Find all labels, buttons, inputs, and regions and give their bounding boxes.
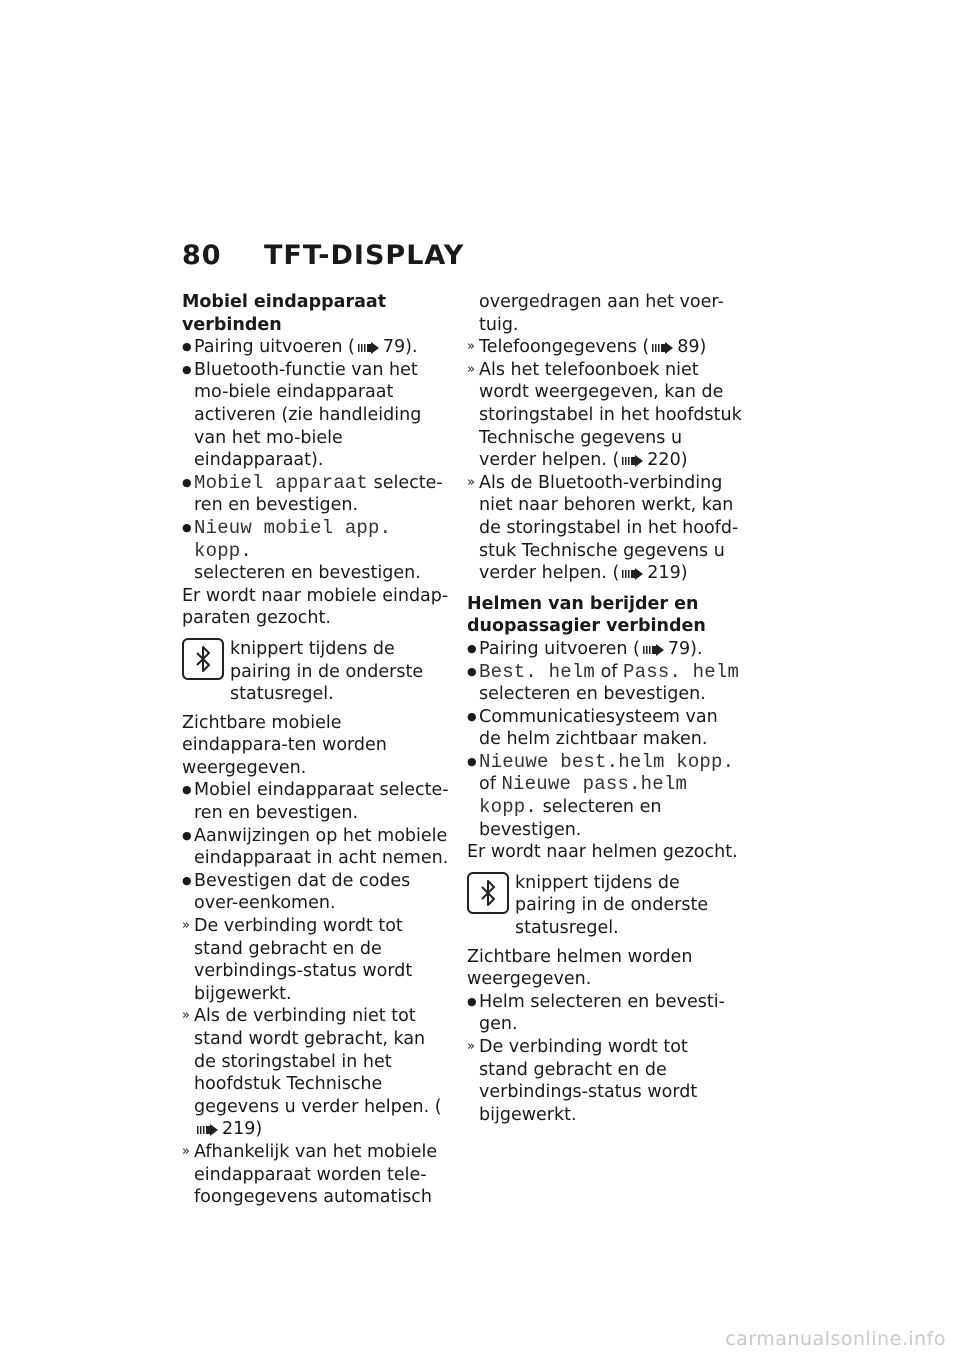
bullet-icon: ● [467,709,477,723]
paragraph: Zichtbare helmen worden weergegeven. [467,946,693,990]
paragraph: Er wordt naar helmen gezocht. [467,842,738,863]
bullet-icon: ● [182,783,192,797]
bluetooth-status-note: knippert tijdens de pairing in de onderste statusregel. [467,872,742,940]
bullet-icon: ● [182,340,192,354]
bullet-icon: ● [182,873,192,887]
page-number: 80 [182,240,222,271]
page-reference[interactable]: 79 [355,337,405,357]
page-reference[interactable]: 89 [649,337,699,357]
list-item: ● Pairing uitvoeren ( 79). [467,638,703,659]
result-item: » De verbinding wordt tot stand gebracht en de verbindings-status wordt bijgewerkt. [182,916,413,1004]
left-column [182,291,450,1209]
page-reference-icon [358,342,380,354]
list-item: ● Aanwijzingen op het mobiele eindapparaat in acht nemen. [182,825,449,869]
list-item: ● Nieuw mobiel app. kopp. selecteren en bevestigen. [182,516,421,584]
result-item: » De verbinding wordt tot stand gebracht en de verbindings-status wordt bijgewerkt. [467,1037,698,1125]
bullet-icon: ● [467,664,477,678]
menu-option: Pass. helm [623,660,740,683]
bluetooth-icon [182,638,224,680]
menu-option: Mobiel apparaat [194,471,369,494]
page-reference-icon [622,455,644,467]
page-reference[interactable]: 220 [619,450,680,470]
result-arrow-icon: » [182,1008,190,1024]
list-item: ● Nieuwe best.helm kopp. of Nieuwe pass.helm kopp. selecteren en bevestigen. [467,750,735,840]
result-item: » Afhankelijk van het mobiele eindapparaat worden tele-foongegevens automatisch [182,1141,438,1208]
section-heading: Mobiel eindapparaat verbinden [182,292,387,335]
list-item: ● Communicatiesysteem van de helm zichtbaar maken. [467,706,718,750]
bullet-icon: ● [467,754,477,768]
paragraph: Er wordt naar mobiele eindap-paraten gezocht. [182,585,449,629]
bullet-icon: ● [182,475,192,489]
bullet-icon: ● [182,362,192,376]
bullet-icon: ● [467,994,477,1008]
watermark: carmanualsonline.info [725,1328,946,1350]
list-item: ● Mobiel apparaat selecte-ren en bevestigen. [182,471,443,516]
menu-option: Nieuwe best.helm kopp. [479,750,735,773]
result-item: » Als de Bluetooth-verbinding niet naar behoren werkt, kan de storingstabel in het hoofd-stuk Technische gegevens u verder helpen. ( 219) [467,472,739,584]
page-reference[interactable]: 219 [194,1119,255,1139]
paragraph: Zichtbare mobiele eindappara-ten worden weergegeven. [182,712,387,778]
list-item: ● Bevestigen dat de codes over-eenkomen. [182,870,411,914]
menu-option: Best. helm [479,660,596,683]
result-arrow-icon: » [467,474,475,490]
page-reference-icon [643,644,665,656]
bullet-icon: ● [182,828,192,842]
page-reference[interactable]: 79 [640,639,690,659]
section-heading: Helmen van berijder en duopassagier verbinden [467,593,706,637]
page-reference-icon [622,568,644,580]
page-reference-icon [197,1124,219,1136]
continued-text: overgedragen aan het voer-tuig. [479,292,724,335]
result-item: » Als het telefoonboek niet wordt weergegeven, kan de storingstabel in het hoofdstuk Technische gegevens u verder helpen. ( 220) [467,359,742,471]
right-column [467,291,742,1126]
result-arrow-icon: » [467,1039,475,1054]
bullet-icon: ● [182,520,192,534]
page-reference-icon [652,342,674,354]
list-item: ● Best. helm of Pass. helm selecteren en bevestigen. [467,660,740,705]
result-arrow-icon: » [182,1143,190,1159]
menu-option: Nieuw mobiel app. kopp. [194,516,392,562]
page-reference[interactable]: 219 [619,563,680,583]
section-title: TFT-DISPLAY [264,240,465,271]
list-item: ● Helm selecteren en bevesti-gen. [467,991,725,1035]
page-header [182,240,464,271]
list-item: ● Pairing uitvoeren ( 79). [182,337,418,358]
list-item: ● Mobiel eindapparaat selecte-ren en bevestigen. [182,780,449,824]
result-item: » Telefoongegevens ( 89) [467,337,707,358]
result-arrow-icon: » [467,339,475,355]
bullet-icon: ● [467,641,477,655]
result-arrow-icon: » [182,918,190,934]
list-item: ● Bluetooth-functie van het mo-biele eindapparaat activeren (zie handleiding van het mo-biele eindapparaat). [182,359,422,471]
result-arrow-icon: » [467,361,475,377]
menu-option: Nieuwe pass.helm kopp. [479,773,688,819]
bluetooth-status-note: knippert tijdens de pairing in de onderste statusregel. [182,638,450,706]
bluetooth-icon [467,872,509,914]
result-item: » Als de verbinding niet tot stand wordt gebracht, kan de storingstabel in het hoofdstuk Technische gegevens u verder helpen. (219) [182,1006,442,1140]
